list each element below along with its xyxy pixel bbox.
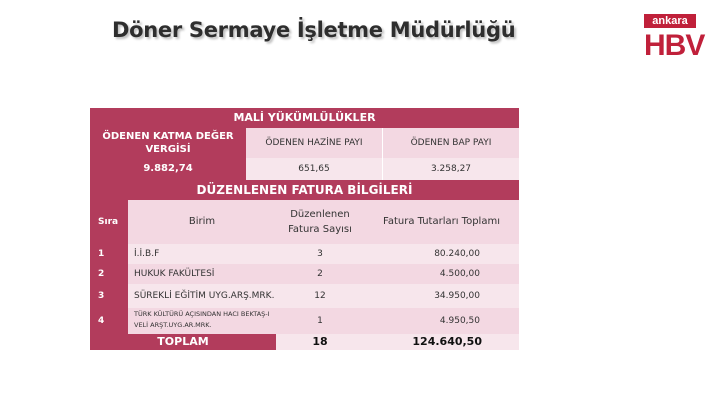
logo-big-text: HBV	[644, 29, 705, 62]
hazine-value: 651,65	[246, 158, 382, 180]
row-1-tutar: 80.240,00	[434, 249, 480, 259]
mali-header: MALİ YÜKÜMLÜLÜKLER	[90, 108, 519, 128]
row-2-tutar: 4.500,00	[439, 269, 480, 279]
kdv-label: ÖDENEN KATMA DEĞER VERGİSİ	[90, 128, 246, 158]
column-header-sayi: Düzenlenen Fatura Sayısı	[276, 200, 364, 244]
page-title: Döner Sermaye İşletme Müdürlüğü	[112, 18, 516, 42]
ankara-hbv-logo	[644, 14, 705, 64]
row-2-sira: 2	[90, 264, 128, 284]
total-label: TOPLAM	[157, 335, 209, 348]
total-tutar: 124.640,50	[412, 335, 482, 348]
bap-label: ÖDENEN BAP PAYI	[383, 128, 519, 158]
row-3-birim: SÜREKLİ EĞİTİM UYG.ARŞ.MRK.	[134, 291, 275, 301]
bap-value: 3.258,27	[383, 158, 519, 180]
logo-top-text: ankara	[644, 14, 696, 28]
hazine-label: ÖDENEN HAZİNE PAYI	[246, 128, 382, 158]
total-sayi: 18	[312, 335, 328, 348]
row-1-birim: İ.İ.B.F	[134, 249, 160, 259]
row-3-sira: 3	[90, 284, 128, 308]
row-4-sayi: 1	[317, 316, 323, 326]
column-header-sira: Sıra	[90, 200, 128, 244]
column-header-tutar: Fatura Tutarları Toplamı	[364, 200, 519, 244]
row-4-birim: TÜRK KÜLTÜRÜ AÇISINDAN HACI BEKTAŞ-I VELİ ARŞT.UYG.AR.MRK.	[134, 310, 270, 329]
row-4-tutar: 4.950,50	[439, 316, 480, 326]
row-1-sira: 1	[90, 244, 128, 264]
row-2-birim: HUKUK FAKÜLTESİ	[134, 269, 215, 279]
column-header-birim: Birim	[128, 200, 276, 244]
row-1-sayi: 3	[317, 249, 323, 259]
row-3-tutar: 34.950,00	[434, 291, 480, 301]
row-3-sayi: 12	[314, 291, 326, 301]
row-2-sayi: 2	[317, 269, 323, 279]
row-4-sira: 4	[90, 308, 128, 334]
kdv-value: 9.882,74	[90, 158, 246, 180]
fatura-header: DÜZENLENEN FATURA BİLGİLERİ	[90, 180, 519, 200]
